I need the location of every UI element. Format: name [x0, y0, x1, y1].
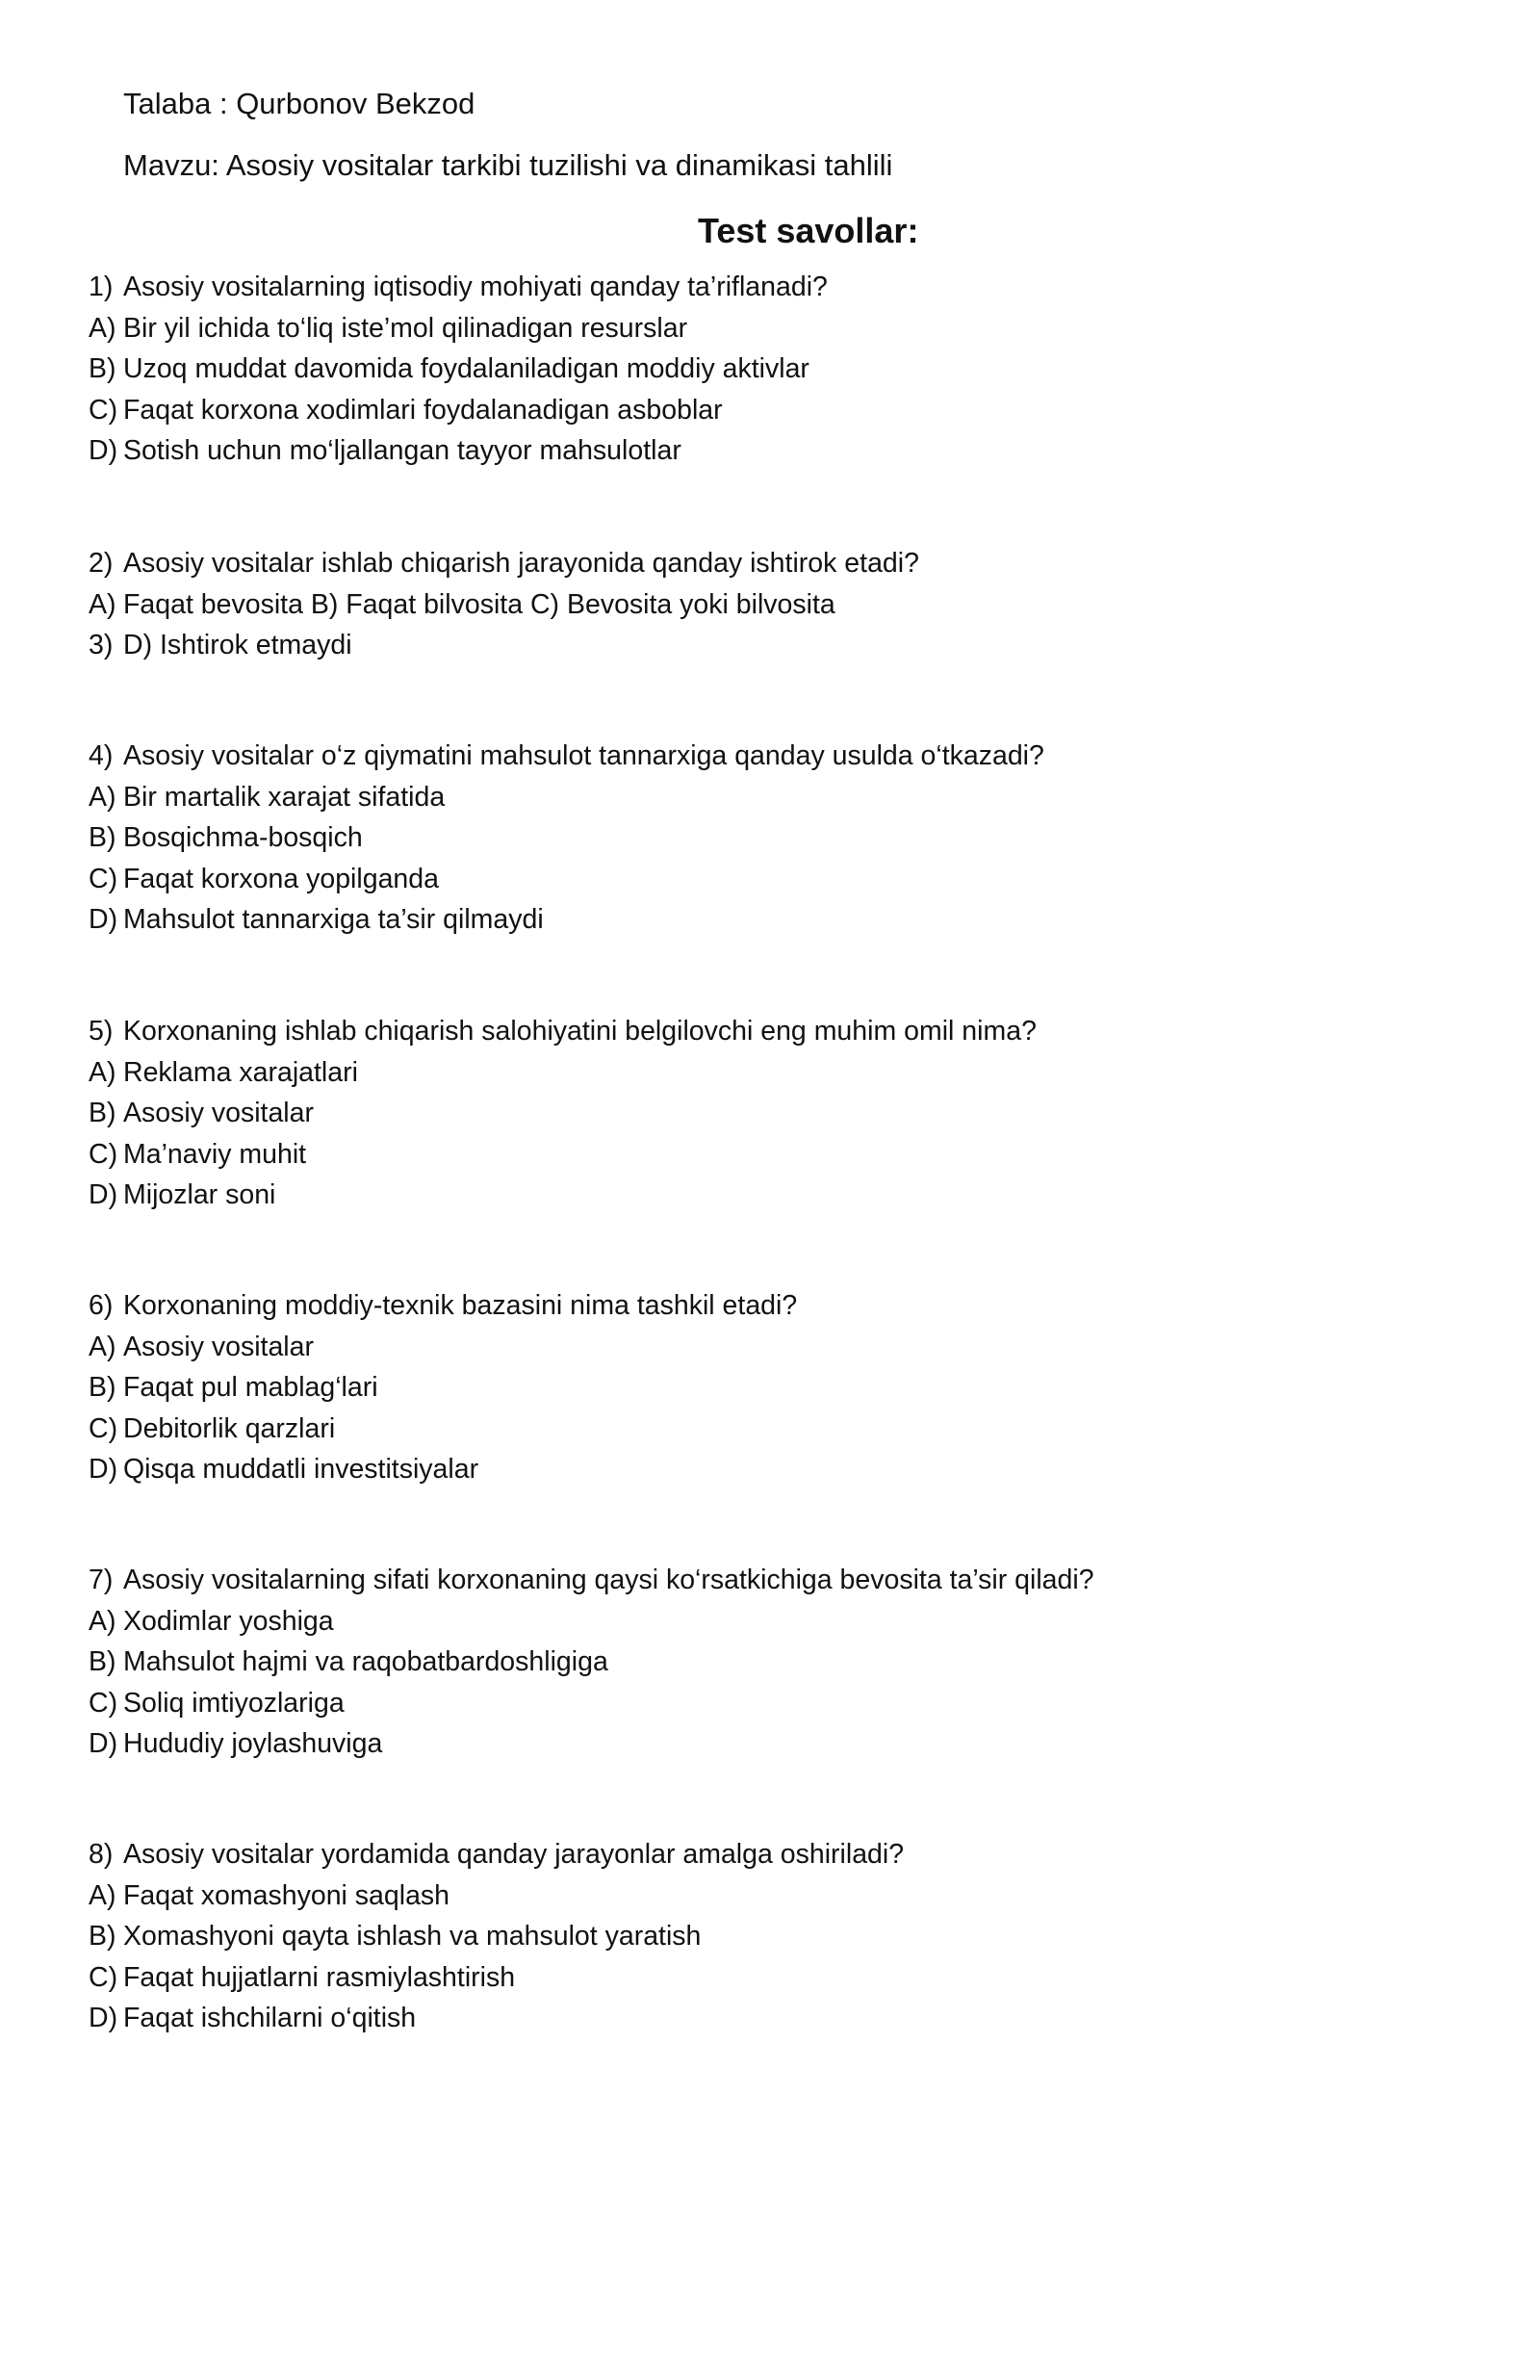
- question-text: Korxonaning ishlab chiqarish salohiyatini belgilovchi eng muhim omil nima?: [123, 1016, 1037, 1047]
- option-text: Faqat ishchilarni o‘qitish: [123, 2003, 417, 2033]
- question-number: 2): [89, 548, 114, 579]
- question-block-1: [89, 267, 828, 472]
- answer-option: [89, 1916, 904, 1957]
- option-text: Ma’naviy muhit: [123, 1138, 307, 1170]
- option-marker: B): [89, 1372, 116, 1403]
- question-line: [89, 543, 919, 584]
- option-marker: C): [89, 1138, 118, 1170]
- option-marker: B): [89, 1646, 116, 1677]
- option-text: Bir yil ichida to‘liq iste’mol qilinadigan resurslar: [123, 312, 688, 344]
- answer-option: [89, 1601, 1094, 1643]
- option-text: Faqat bevosita B) Faqat bilvosita C) Bevosita yoki bilvosita: [123, 588, 835, 620]
- option-marker: D): [89, 1728, 118, 1759]
- option-text: Hududiy joylashuviga: [123, 1728, 383, 1759]
- answer-option: [89, 1052, 1037, 1094]
- option-text: Reklama xarajatlari: [123, 1056, 358, 1088]
- question-line: [89, 1560, 1094, 1601]
- question-block-4: [89, 736, 1044, 941]
- option-text: Uzoq muddat davomida foydalaniladigan moddiy aktivlar: [123, 353, 809, 384]
- answer-option: [89, 390, 828, 431]
- option-text: Debitorlik qarzlari: [123, 1412, 336, 1444]
- question-text: Asosiy vositalarning iqtisodiy mohiyati qanday ta’riflanadi?: [123, 272, 828, 302]
- answer-option: [89, 1134, 1037, 1176]
- option-text: Mijozlar soni: [123, 1179, 276, 1210]
- answer-option: [89, 899, 1044, 941]
- question-line: [89, 1285, 797, 1327]
- option-marker: 3): [89, 630, 114, 660]
- option-text: Bosqichma-bosqich: [123, 822, 363, 853]
- option-text: Sotish uchun mo‘ljallangan tayyor mahsulotlar: [123, 435, 681, 466]
- answer-option: [89, 430, 828, 472]
- option-text: Mahsulot tannarxiga ta’sir qilmaydi: [123, 904, 544, 935]
- answer-option: [89, 1957, 904, 1999]
- option-marker: A): [89, 312, 116, 344]
- option-text: Asosiy vositalar: [123, 1331, 314, 1362]
- option-text: Soliq imtiyozlariga: [123, 1687, 345, 1719]
- option-text: Mahsulot hajmi va raqobatbardoshligiga: [123, 1646, 608, 1677]
- question-text: Korxonaning moddiy-texnik bazasini nima tashkil etadi?: [123, 1290, 798, 1321]
- answer-option: [89, 1723, 1094, 1765]
- option-marker: A): [89, 1056, 116, 1088]
- question-block-2: [89, 543, 919, 666]
- question-number: 1): [89, 272, 114, 302]
- question-text: Asosiy vositalarning sifati korxonaning qaysi ko‘rsatkichiga bevosita ta’sir qiladi?: [123, 1565, 1094, 1595]
- option-text: D) Ishtirok etmaydi: [123, 630, 352, 660]
- option-marker: D): [89, 1179, 118, 1210]
- option-marker: A): [89, 781, 116, 813]
- question-number: 4): [89, 740, 114, 771]
- option-marker: B): [89, 1921, 116, 1952]
- question-block-5: [89, 1011, 1037, 1216]
- option-marker: A): [89, 1605, 116, 1637]
- test-title: Test savollar:: [698, 211, 919, 250]
- answer-option: [89, 1175, 1037, 1216]
- option-marker: B): [89, 353, 116, 384]
- option-text: Asosiy vositalar: [123, 1098, 314, 1128]
- option-marker: C): [89, 1961, 118, 1993]
- question-number: 8): [89, 1839, 114, 1870]
- question-text: Asosiy vositalar yordamida qanday jarayonlar amalga oshiriladi?: [123, 1839, 905, 1870]
- option-marker: D): [89, 904, 118, 935]
- question-text: Asosiy vositalar ishlab chiqarish jarayonida qanday ishtirok etadi?: [123, 548, 919, 579]
- question-text: Asosiy vositalar o‘z qiymatini mahsulot tannarxiga qanday usulda o‘tkazadi?: [123, 740, 1044, 771]
- option-text: Faqat korxona yopilganda: [123, 863, 439, 894]
- question-number: 7): [89, 1565, 114, 1595]
- question-block-7: [89, 1560, 1094, 1765]
- answer-option: [89, 777, 1044, 818]
- option-marker: C): [89, 394, 118, 426]
- answer-option: [89, 349, 828, 390]
- answer-option: [89, 817, 1044, 859]
- option-marker: D): [89, 2003, 118, 2033]
- option-marker: A): [89, 1331, 116, 1362]
- option-text: Qisqa muddatli investitsiyalar: [123, 1454, 479, 1485]
- student-name: Talaba : Qurbonov Bekzod: [123, 87, 475, 120]
- question-block-8: [89, 1834, 904, 2039]
- question-line: [89, 736, 1044, 777]
- question-line: [89, 1834, 904, 1876]
- option-marker: C): [89, 863, 118, 894]
- answer-option: [89, 1327, 797, 1368]
- answer-option: [89, 1998, 904, 2039]
- option-text: Faqat xomashyoni saqlash: [123, 1879, 450, 1911]
- answer-option: [89, 584, 919, 626]
- question-line: [89, 267, 828, 308]
- option-text: Xomashyoni qayta ishlash va mahsulot yaratish: [123, 1921, 702, 1952]
- answer-option: [89, 1449, 797, 1490]
- option-text: Xodimlar yoshiga: [123, 1605, 334, 1637]
- option-marker: B): [89, 1098, 116, 1128]
- option-marker: D): [89, 1454, 118, 1485]
- option-text: Faqat pul mablag‘lari: [123, 1372, 378, 1403]
- answer-option: [89, 1642, 1094, 1683]
- topic-line: Mavzu: Asosiy vositalar tarkibi tuzilishi va dinamikasi tahlili: [123, 148, 893, 182]
- question-block-6: [89, 1285, 797, 1490]
- answer-option: [89, 1093, 1037, 1134]
- option-marker: C): [89, 1687, 118, 1719]
- question-number: 5): [89, 1016, 114, 1047]
- answer-option: [89, 625, 919, 666]
- answer-option: [89, 1683, 1094, 1724]
- question-number: 6): [89, 1290, 114, 1321]
- option-marker: A): [89, 588, 116, 620]
- answer-option: [89, 859, 1044, 900]
- answer-option: [89, 1409, 797, 1450]
- option-text: Faqat hujjatlarni rasmiylashtirish: [123, 1961, 516, 1993]
- option-marker: C): [89, 1412, 118, 1444]
- answer-option: [89, 1876, 904, 1917]
- option-marker: B): [89, 822, 116, 853]
- question-line: [89, 1011, 1037, 1052]
- option-marker: A): [89, 1879, 116, 1911]
- option-text: Faqat korxona xodimlari foydalanadigan asboblar: [123, 394, 723, 426]
- option-marker: D): [89, 435, 118, 466]
- option-text: Bir martalik xarajat sifatida: [123, 781, 446, 813]
- answer-option: [89, 308, 828, 349]
- answer-option: [89, 1367, 797, 1409]
